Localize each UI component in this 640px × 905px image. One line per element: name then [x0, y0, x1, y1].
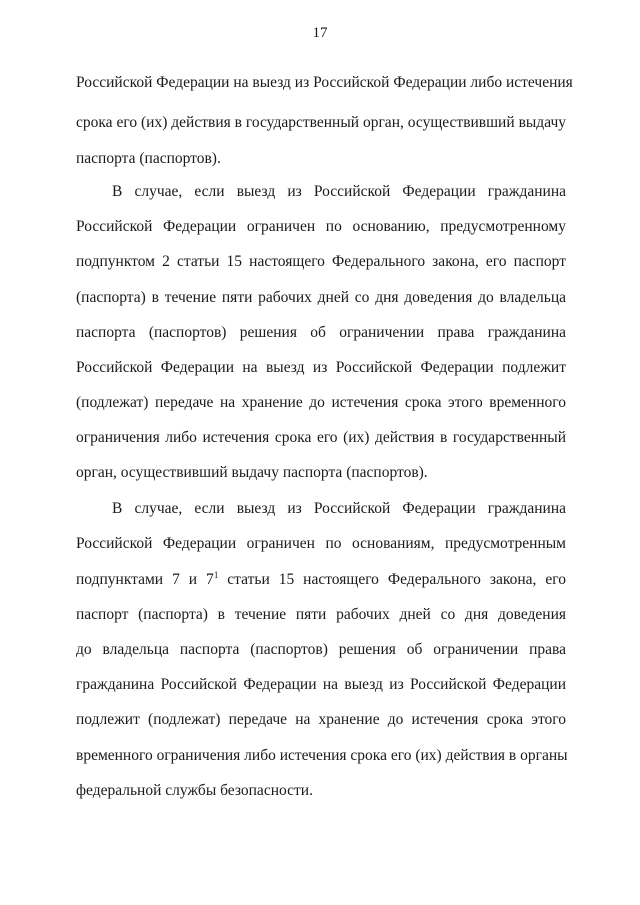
paragraph-line: Российской Федерации на выезд из Российской Федерации подлежит [76, 359, 566, 376]
paragraph-line: гражданина Российской Федерации на выезд из Российской Федерации [76, 676, 566, 693]
paragraph-line-with-superscript [76, 570, 566, 590]
paragraph-line: срока его (их) действия в государственный орган, осуществивший выдачу [76, 114, 566, 131]
paragraph-line: В случае, если выезд из Российской Федерации гражданина [112, 500, 566, 517]
paragraph-line: временного ограничения либо истечения срока его (их) действия в органы [76, 747, 568, 764]
line-text-after: статьи 15 настоящего Федерального закона, его [218, 571, 566, 588]
paragraph-line: федеральной службы безопасности. [76, 782, 313, 799]
paragraph-line: (подлежат) передаче на хранение до истечения срока этого временного [76, 394, 566, 411]
page-number: 17 [312, 25, 328, 41]
paragraph-line: паспорта (паспортов) решения об ограничении права гражданина [76, 324, 566, 341]
paragraph-line: подпунктом 2 статьи 15 настоящего Федерального закона, его паспорт [76, 253, 566, 270]
paragraph-line: ограничения либо истечения срока его (их) действия в государственный [76, 429, 566, 446]
paragraph-line: до владельца паспорта (паспортов) решения об ограничении права [76, 641, 566, 658]
paragraph-line: Российской Федерации на выезд из Российской Федерации либо истечения [76, 74, 573, 91]
superscript: 1 [213, 570, 219, 580]
paragraph-line: В случае, если выезд из Российской Федерации гражданина [112, 183, 566, 200]
paragraph-line: паспорта (паспортов). [76, 150, 221, 167]
line-text-before: подпунктами 7 и 7 [76, 571, 214, 588]
paragraph-line: подлежит (подлежат) передаче на хранение до истечения срока этого [76, 711, 566, 728]
paragraph-line: (паспорта) в течение пяти рабочих дней со дня доведения до владельца [76, 289, 566, 306]
paragraph-line: орган, осуществивший выдачу паспорта (паспортов). [76, 464, 428, 481]
paragraph-line: Российской Федерации ограничен по основанию, предусмотренному [76, 218, 566, 235]
paragraph-line: паспорт (паспорта) в течение пяти рабочих дней со дня доведения [76, 606, 566, 623]
paragraph-line: Российской Федерации ограничен по основаниям, предусмотренным [76, 535, 566, 552]
